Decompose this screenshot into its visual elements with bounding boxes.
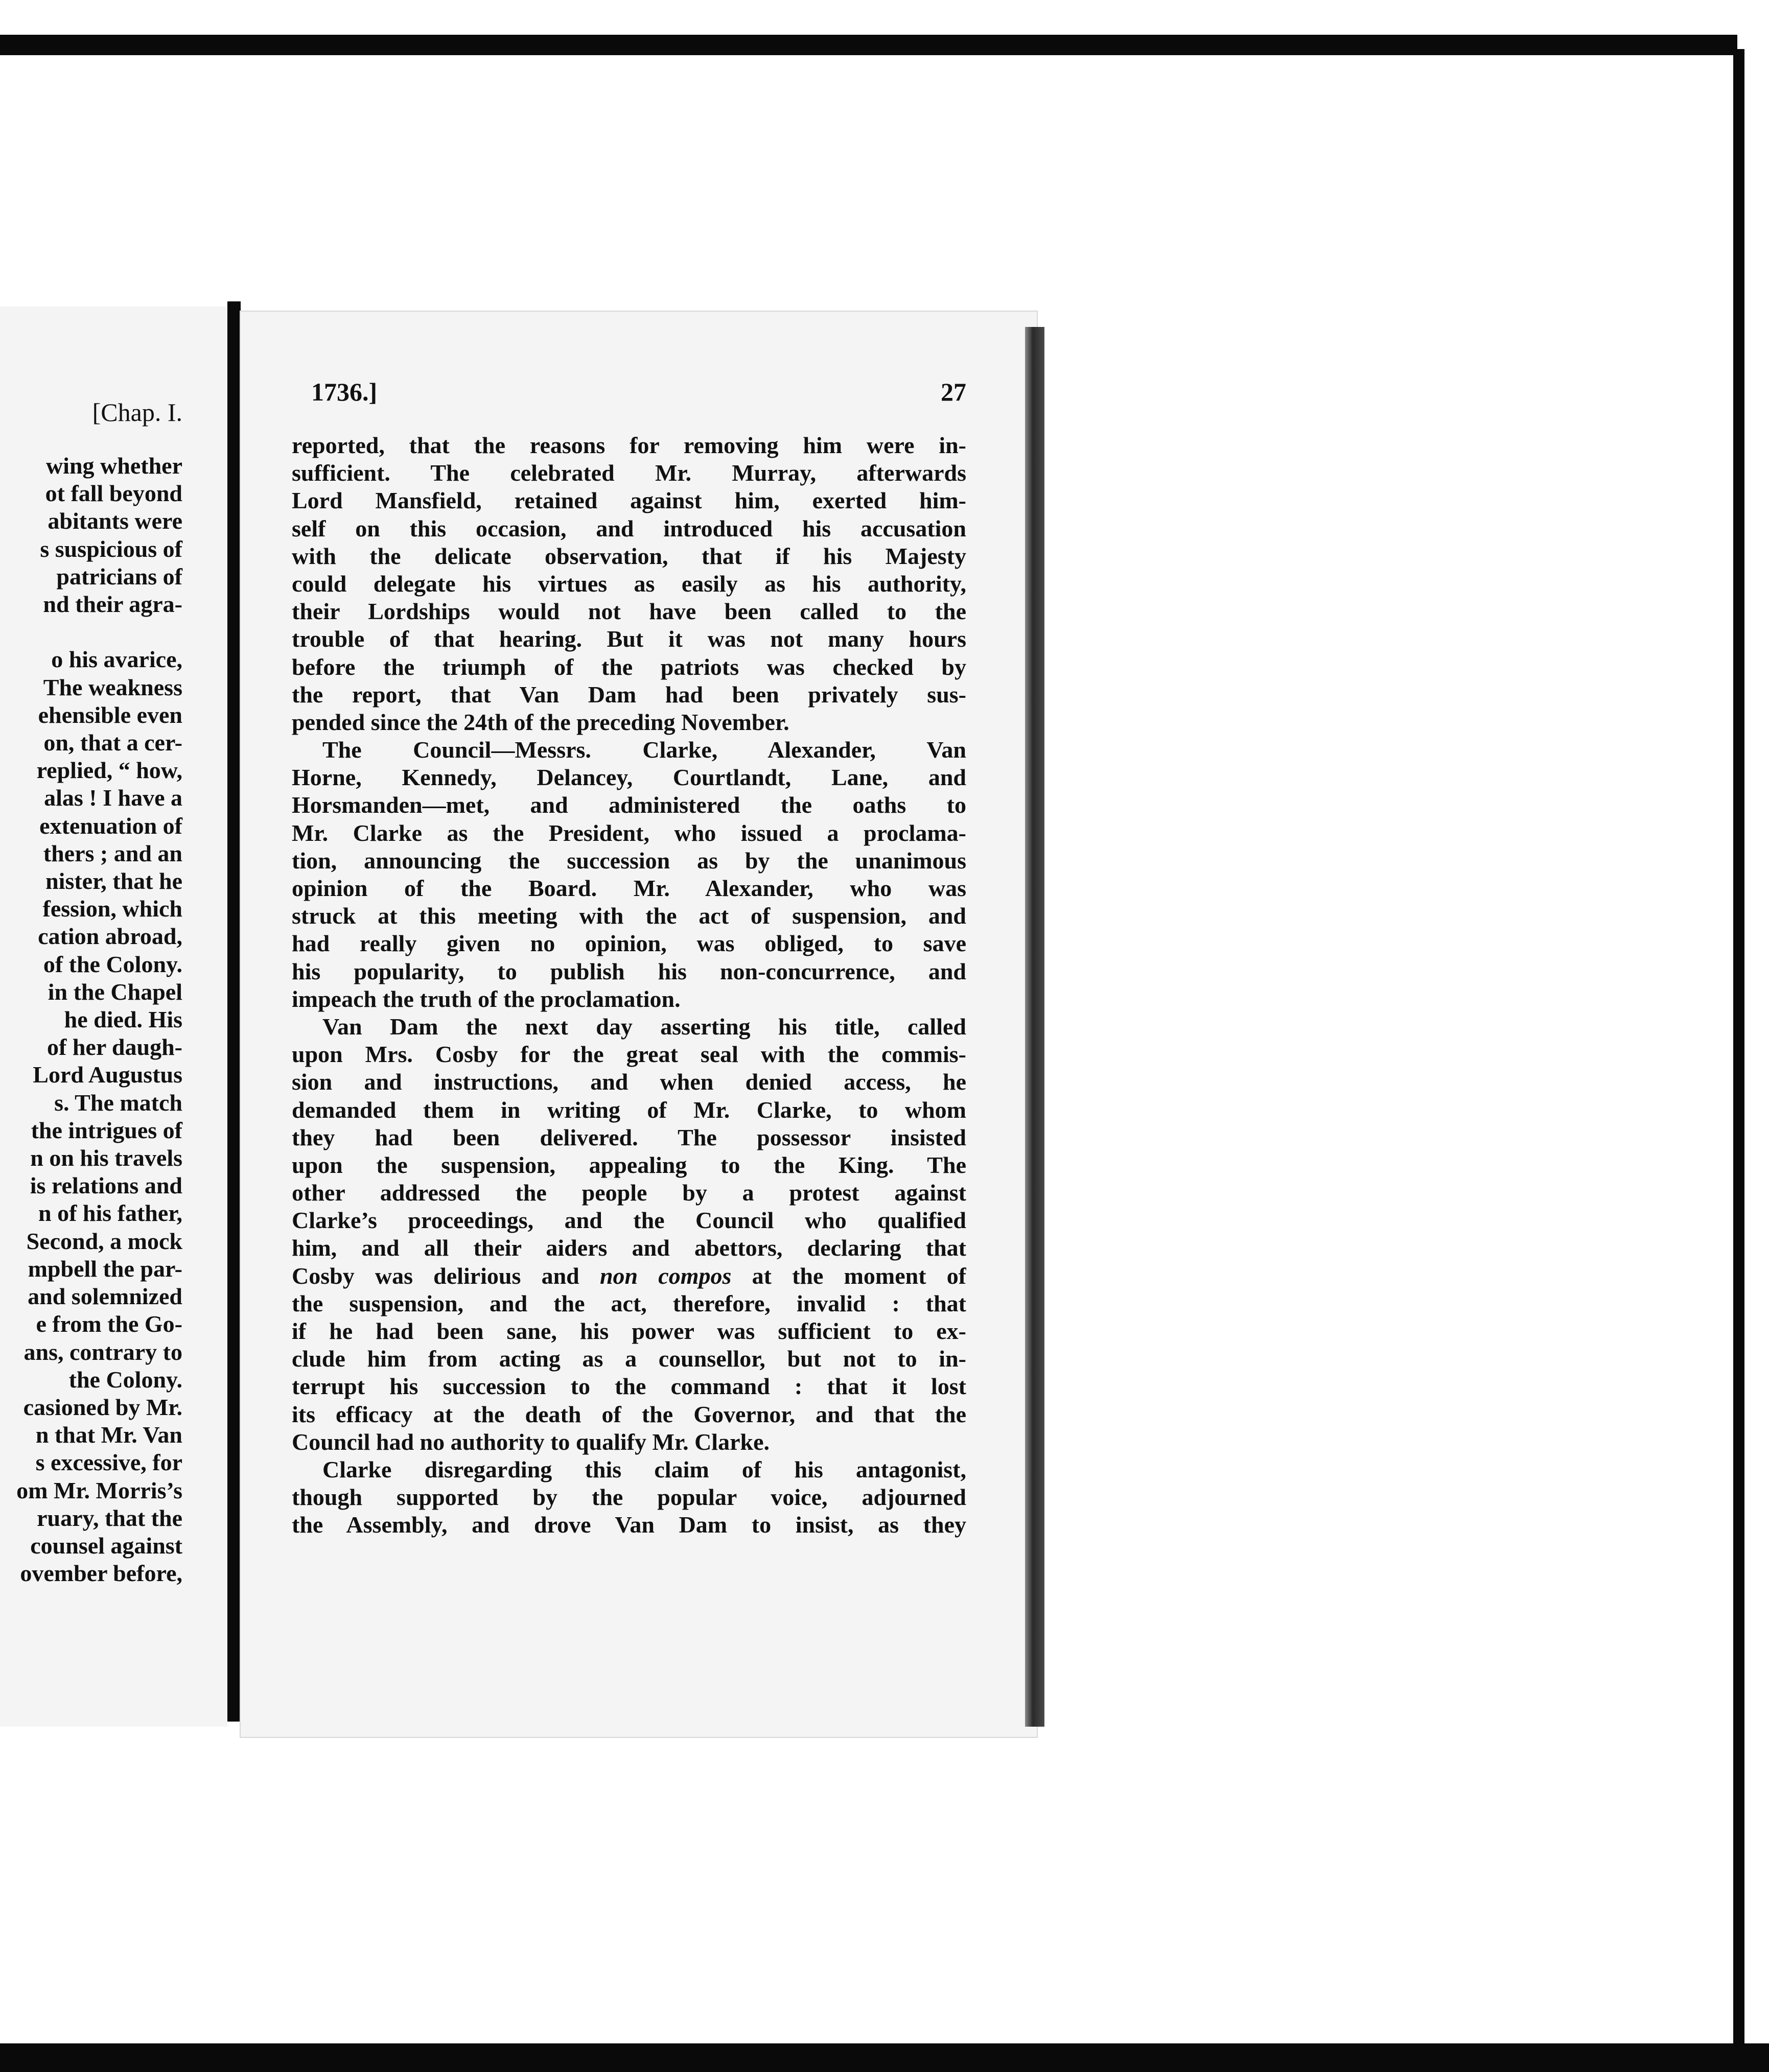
left-page-text [16, 452, 182, 1587]
text-line: his popularity, to publish his non-concurrence, and [292, 958, 966, 984]
text-line: had really given no opinion, was obliged, to save [292, 930, 966, 957]
left-text-line: n of his father, [38, 1200, 182, 1227]
text-line: sion and instructions, and when denied access, he [292, 1069, 966, 1095]
text-line: terrupt his succession to the command : that it lost [292, 1373, 966, 1400]
text-line: Horsmanden—met, and administered the oaths to [292, 792, 966, 818]
left-text-line: counsel against [30, 1532, 182, 1559]
body-text [292, 432, 966, 1539]
text-line: upon Mrs. Cosby for the great seal with the commis- [292, 1041, 966, 1068]
left-text-line: fession, which [42, 896, 182, 922]
text-line: they had been delivered. The possessor insisted [292, 1124, 966, 1150]
text-line: Clarke’s proceedings, and the Council who qualified [292, 1207, 966, 1234]
text-line: Lord Mansfield, retained against him, exerted him- [292, 487, 966, 514]
text-line: demanded them in writing of Mr. Clarke, to whom [292, 1096, 966, 1123]
text-line: if he had been sane, his power was sufficient to ex- [292, 1318, 966, 1344]
text-line: Mr. Clarke as the President, who issued a proclama- [292, 819, 966, 846]
left-text-line: wing whether [45, 453, 182, 479]
text-line: impeach the truth of the proclamation. [292, 985, 681, 1012]
left-text-line: Second, a mock [26, 1228, 182, 1254]
left-text-line: s. The match [54, 1089, 182, 1116]
left-text-line: abitants were [48, 508, 182, 534]
left-page [0, 307, 227, 1727]
left-text-line: replied, “ how, [36, 757, 182, 784]
text-line: self on this occasion, and introduced his accusation [292, 515, 966, 541]
left-text-line: on, that a cer- [43, 729, 182, 756]
left-text-line: ot fall beyond [45, 480, 182, 507]
left-text-line: n on his travels [30, 1145, 182, 1171]
text-line: clude him from acting as a counsellor, but not to in- [292, 1346, 966, 1372]
text-line: the report, that Van Dam had been privately sus- [292, 681, 966, 708]
left-text-line: extenuation of [39, 812, 182, 839]
left-text-line: n that Mr. Van [35, 1422, 182, 1448]
text-line: the suspension, and the act, therefore, invalid : that [292, 1290, 966, 1316]
text-line: other addressed the people by a protest against [292, 1180, 966, 1206]
text-line: Horne, Kennedy, Delancey, Courtlandt, Lane, and [292, 764, 966, 791]
page-header [311, 377, 966, 408]
running-head: 1736.] [311, 378, 378, 406]
left-text-line: Lord Augustus [33, 1062, 182, 1088]
text-line: before the triumph of the patriots was checked by [292, 653, 966, 680]
text-line: The Council—Messrs. Clarke, Alexander, Van [322, 737, 966, 763]
text-line: Council had no authority to qualify Mr. Clarke. [292, 1428, 770, 1455]
left-text-line: ruary, that the [37, 1504, 182, 1531]
left-text-line: mpbell the par- [28, 1255, 182, 1282]
text-line: Clarke disregarding this claim of his antagonist, [322, 1456, 966, 1482]
text-line: with the delicate observation, that if his Majesty [292, 543, 966, 569]
text-line: struck at this meeting with the act of suspension, and [292, 903, 966, 929]
text-line: sufficient. The celebrated Mr. Murray, afterwards [292, 460, 966, 486]
text-line: could delegate his virtues as easily as his authority, [292, 570, 966, 597]
italic-phrase: non compos [599, 1262, 732, 1289]
left-text-line: the Colony. [68, 1366, 182, 1393]
page-number: 27 [941, 378, 966, 406]
left-text-line: patricians of [56, 563, 182, 590]
left-page-header: [Chap. I. [92, 398, 182, 427]
book-gutter [227, 301, 241, 1722]
left-text-line: nister, that he [45, 868, 182, 894]
left-text-line: ans, contrary to [24, 1338, 182, 1365]
left-text-line: in the Chapel [48, 978, 182, 1005]
page-edge-shadow [1025, 327, 1044, 1727]
text-line: trouble of that hearing. But it was not many hours [292, 626, 966, 652]
right-page [241, 312, 1037, 1737]
text-line: reported, that the reasons for removing him were in- [292, 432, 966, 458]
left-text-line: nd their agra- [43, 591, 182, 618]
left-text-line [16, 618, 182, 646]
text-line [292, 1262, 966, 1290]
text-line: upon the suspension, appealing to the King. The [292, 1151, 966, 1178]
left-text-line: The weakness [43, 674, 182, 700]
left-text-line: ehensible even [38, 701, 182, 728]
left-text-line: alas ! I have a [44, 785, 182, 811]
left-text-line: e from the Go- [36, 1311, 182, 1337]
left-text-line: the intrigues of [31, 1117, 182, 1143]
text-segment: at the moment of [752, 1262, 966, 1289]
text-line: pended since the 24th of the preceding November. [292, 709, 789, 735]
left-text-line: casioned by Mr. [23, 1394, 182, 1420]
left-text-line: of the Colony. [43, 951, 182, 977]
left-text-line: cation abroad, [38, 923, 182, 950]
text-line: the Assembly, and drove Van Dam to insist, as they [292, 1512, 966, 1538]
text-line: Van Dam the next day asserting his title, called [322, 1013, 966, 1040]
scan-border-top [0, 35, 1737, 55]
text-line: their Lordships would not have been called to the [292, 598, 966, 625]
left-text-line: s excessive, for [35, 1449, 182, 1476]
left-text-line: and solemnized [28, 1283, 182, 1310]
text-line: its efficacy at the death of the Governor, and that the [292, 1401, 966, 1427]
text-line: tion, announcing the succession as by the unanimous [292, 847, 966, 874]
text-line: him, and all their aiders and abettors, declaring that [292, 1235, 966, 1261]
left-text-line: ovember before, [20, 1560, 182, 1587]
left-text-line: he died. His [64, 1006, 182, 1033]
left-text-line: is relations and [30, 1172, 182, 1199]
left-text-line: o his avarice, [51, 646, 182, 673]
scan-border-right [1733, 49, 1744, 2072]
text-line: opinion of the Board. Mr. Alexander, who was [292, 875, 966, 901]
text-segment: Cosby was delirious and [292, 1262, 579, 1289]
text-line: though supported by the popular voice, adjourned [292, 1484, 966, 1511]
left-text-line: thers ; and an [43, 840, 182, 866]
left-text-line: of her daugh- [47, 1034, 182, 1061]
left-text-line: s suspicious of [40, 535, 182, 562]
scan-border-bottom [0, 2043, 1769, 2072]
left-text-line: om Mr. Morris’s [16, 1477, 182, 1503]
